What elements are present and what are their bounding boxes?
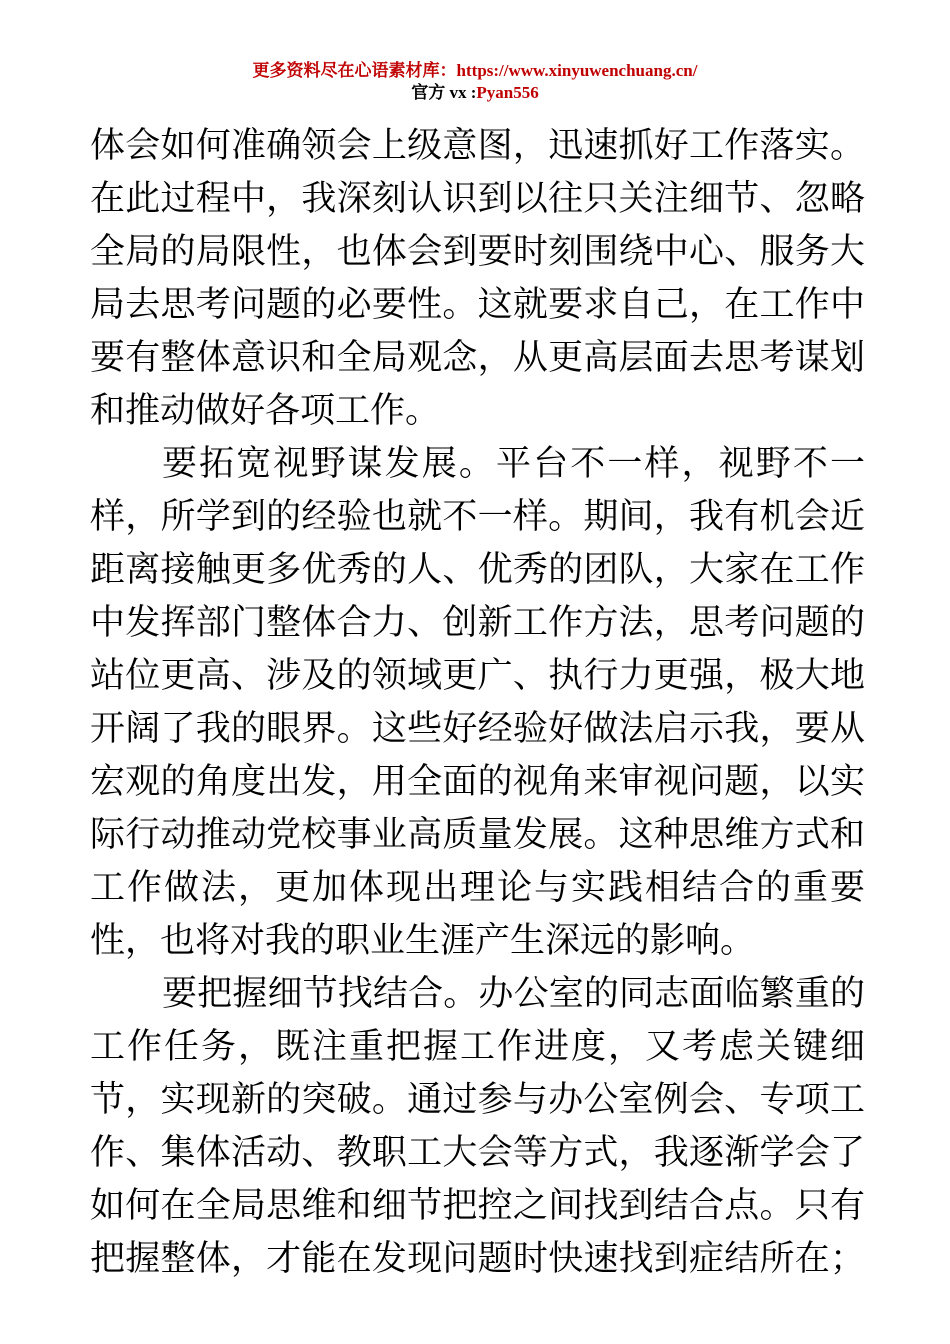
text-line: 全局的局限性，也体会到要时刻围绕中心、服务大 <box>90 232 865 272</box>
text-line: 节，实现新的突破。通过参与办公室例会、专项工 <box>90 1080 865 1120</box>
text-line: 样，所学到的经验也就不一样。期间，我有机会近 <box>90 497 865 537</box>
text-line: 在此过程中，我深刻认识到以往只关注细节、忽略 <box>90 179 865 219</box>
text-line: 开阔了我的眼界。这些好经验好做法启示我，要从 <box>90 709 865 749</box>
text-line: 站位更高、涉及的领域更广、执行力更强，极大地 <box>90 656 865 696</box>
text-line: 际行动推动党校事业高质量发展。这种思维方式和 <box>90 815 865 855</box>
text-line: 局去思考问题的必要性。这就要求自己，在工作中 <box>90 285 865 325</box>
text-line: 工作做法，更加体现出理论与实践相结合的重要 <box>90 868 865 908</box>
text-line: 中发挥部门整体合力、创新工作方法，思考问题的 <box>90 603 865 643</box>
text-line: 把握整体，才能在发现问题时快速找到症结所在； <box>90 1239 865 1279</box>
promo-prefix: 更多资料尽在心语素材库： <box>252 61 457 80</box>
paragraph-start-line: 要拓宽视野谋发展。平台不一样，视野不一 <box>162 444 865 484</box>
paragraph-start-line: 要把握细节找结合。办公室的同志面临繁重的 <box>162 974 865 1014</box>
contact-line <box>0 82 950 104</box>
text-line: 体会如何准确领会上级意图，迅速抓好工作落实。 <box>90 126 865 166</box>
page-header <box>0 60 950 104</box>
text-line: 作、集体活动、教职工大会等方式，我逐渐学会了 <box>90 1133 865 1173</box>
text-line: 性，也将对我的职业生涯产生深远的影响。 <box>90 921 756 961</box>
text-line: 如何在全局思维和细节把控之间找到结合点。只有 <box>90 1186 865 1226</box>
text-line: 宏观的角度出发，用全面的视角来审视问题，以实 <box>90 762 865 802</box>
text-line: 工作任务，既注重把握工作进度，又考虑关键细 <box>90 1027 865 1067</box>
promo-url[interactable]: https://www.xinyuwenchuang.cn/ <box>456 61 698 80</box>
promo-line <box>0 60 950 82</box>
document-body <box>90 120 865 1286</box>
contact-id: Pyan556 <box>476 83 539 102</box>
text-line: 和推动做好各项工作。 <box>90 391 441 431</box>
text-line: 要有整体意识和全局观念，从更高层面去思考谋划 <box>90 338 865 378</box>
text-line: 距离接触更多优秀的人、优秀的团队，大家在工作 <box>90 550 865 590</box>
contact-label: 官方 vx : <box>411 83 477 102</box>
